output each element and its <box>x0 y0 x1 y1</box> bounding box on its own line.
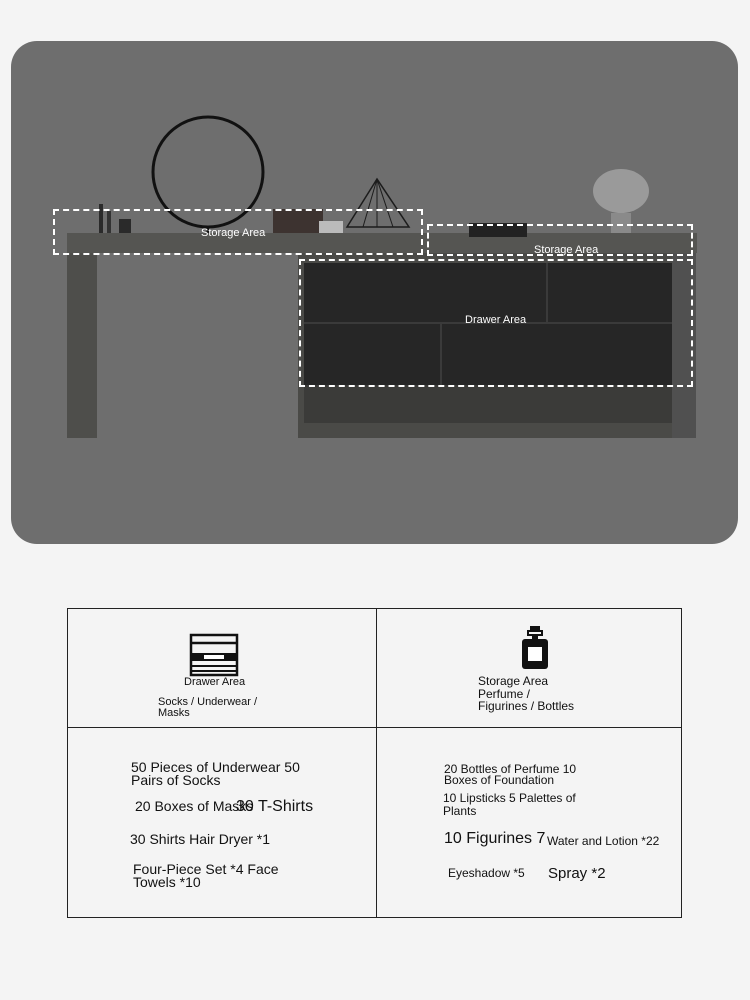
desk-left-leg <box>67 253 97 438</box>
storage-zone-label: Storage Area <box>201 227 266 239</box>
storage-area-subtitle: Figurines / Bottles <box>478 699 575 713</box>
right-item: Plants <box>443 804 477 818</box>
right-item: 10 Lipsticks 5 Palettes of <box>443 791 576 805</box>
round-vase <box>593 169 649 213</box>
table-divider-vertical <box>376 609 377 917</box>
right-item: Spray *2 <box>548 865 606 882</box>
table-divider-horizontal <box>68 727 681 728</box>
drawer-zone-label: Drawer Area <box>465 314 527 326</box>
capacity-table <box>67 608 682 918</box>
left-item: Towels *10 <box>133 874 201 890</box>
left-item: Pairs of Socks <box>131 772 221 788</box>
right-item: Eyeshadow *5 <box>448 866 525 880</box>
right-item: Boxes of Foundation <box>444 773 555 787</box>
right-item: 10 Figurines 7 <box>444 830 546 847</box>
drawer-area-subtitle: Masks <box>158 707 190 719</box>
left-item: 30 Shirts Hair Dryer *1 <box>130 831 271 847</box>
perfume-bottle-icon <box>520 625 550 671</box>
storage-zone-label: Storage Area <box>534 244 599 256</box>
left-item: 30 T-Shirts <box>236 798 314 815</box>
storage-area-title: Storage Area <box>478 674 549 688</box>
left-item: Four-Piece Set *4 Face <box>133 861 279 877</box>
left-item: 50 Pieces of Underwear 50 <box>131 759 300 775</box>
product-photo <box>11 41 738 544</box>
storage-area-subtitle: Perfume / <box>478 687 531 701</box>
drawer-area-subtitle: Socks / Underwear / <box>158 696 258 708</box>
left-item: 20 Boxes of Masks <box>135 798 254 814</box>
right-item: 20 Bottles of Perfume 10 <box>444 762 577 776</box>
right-item: Water and Lotion *22 <box>547 834 660 848</box>
drawer-icon <box>188 633 240 677</box>
drawer-area-title: Drawer Area <box>184 676 246 688</box>
